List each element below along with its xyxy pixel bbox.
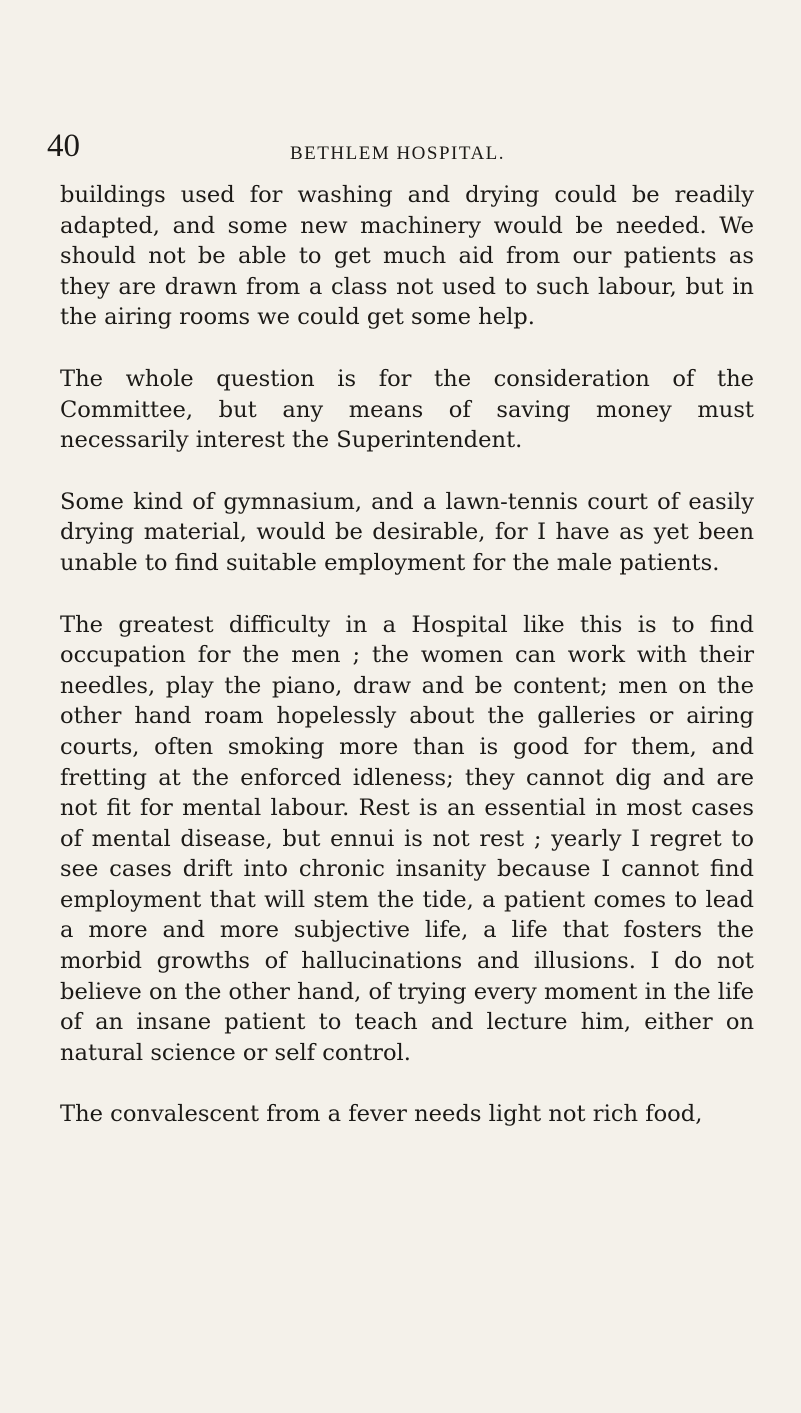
paragraph-gymnasium: Some kind of gymnasium, and a lawn-tennis court of easily drying material, would be desirable, for I have as yet been unable to find suitable employment for the male patients. bbox=[60, 488, 754, 576]
paragraph-committee: The whole question is for the consideration of the Committee, but any means of saving money must necessarily interest the Superintendent. bbox=[60, 365, 754, 454]
paragraph-washing-drying: buildings used for washing and drying could be readily adapted, and some new machinery would be needed. We should not be able to get much aid from our patients as they are drawn from a class not used to such labour, but in the airing rooms we could get some help. bbox=[60, 182, 754, 331]
running-title: BETHLEM HOSPITAL. bbox=[290, 143, 506, 164]
body-text bbox=[60, 180, 754, 1130]
paragraph-convalescent: The convalescent from a fever needs light not rich food, bbox=[60, 1101, 703, 1128]
paragraph-occupation: The greatest difficulty in a Hospital like this is to find occupation for the men ; the women can work with their needles, play the piano, draw and be content; men on the other hand roam hopelessly about the galleries or airing courts, often smoking more than is good for them, and fretting at the enforced idleness; they cannot dig and are not fit for mental labour. Rest is an essential in most cases of mental disease, but ennui is not rest ; yearly I regret to see cases drift into chronic insanity because I cannot find employment that will stem the tide, a patient comes to lead a more and more subjective life, a life that fosters the morbid growths of hallucinations and illusions. I do not believe on the other hand, of trying every moment in the life of an insane patient to teach and lecture him, either on natural science or self control. bbox=[60, 611, 754, 1066]
page-number: 40 bbox=[47, 128, 80, 164]
